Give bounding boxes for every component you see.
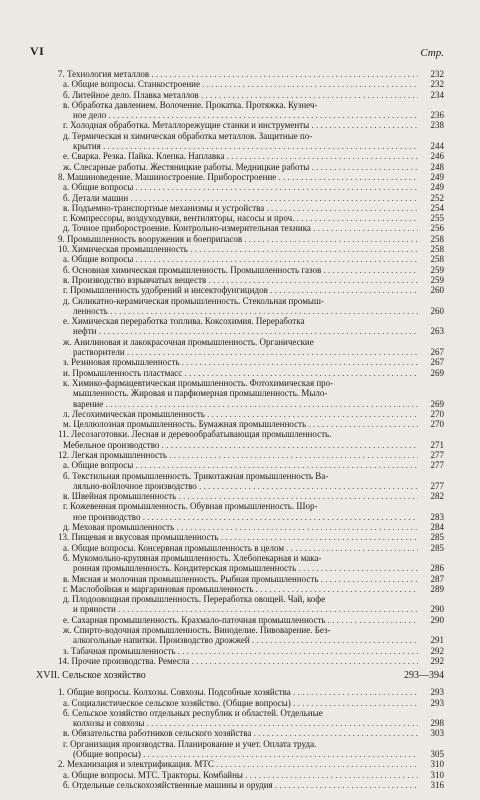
toc-entry-title: в. Швейная промышленность . . .: [48, 491, 418, 501]
toc-entry: [48, 399, 444, 409]
toc-entry-page: 310: [430, 759, 444, 770]
toc-entry-title: 14. Прочие производства. Ремесла . . .: [48, 656, 418, 666]
toc-entry-title: 7. Технология металлов . . .: [48, 69, 418, 79]
toc-entry: [48, 553, 444, 563]
toc-entry-page: 285: [430, 532, 444, 543]
toc-entry-page: 258: [430, 233, 444, 244]
toc-entry: [48, 316, 444, 326]
toc-entry: [48, 306, 444, 316]
toc-entry-title: ж. Анилиновая и лакокрасочная промышленность. Органические: [63, 336, 314, 347]
toc-entry: [48, 409, 444, 419]
toc-entry-page: 283: [430, 511, 444, 522]
toc-entry-page: 293: [430, 697, 444, 708]
toc-entry: [48, 698, 444, 708]
toc-entry-title: и. Промышленность пластмасс . . .: [48, 368, 418, 378]
toc-entry-page: 292: [430, 655, 444, 666]
toc-entry-title: ное производство . . .: [48, 512, 418, 522]
toc-entry-title: г. Кожевенная промышленность. Обувная промышленность. Шор-: [63, 501, 318, 512]
toc-entry: [48, 120, 444, 130]
toc-entry-title: Мебельное производство . . .: [48, 440, 418, 450]
toc-entry: [48, 419, 444, 429]
toc-entry-title: ляльно-войлочное производство . . .: [48, 481, 418, 491]
toc-entry-title: алкогольные напитки. Производство дрожжей . . .: [48, 635, 418, 645]
toc-entry: [48, 604, 444, 614]
toc-entry-title: д. Точное приборостроение. Контрольно-измерительная техника . . .: [48, 223, 418, 233]
toc-entry-title: а. Общие вопросы . . .: [48, 460, 418, 470]
toc-entry-title: 8. Машиноведение. Машиностроение. Приборостроение . . .: [48, 172, 418, 182]
toc-entry-page: 232: [430, 69, 444, 79]
toc-entry-page: 269: [430, 398, 444, 409]
toc-entry-title: е. Химическая переработка топлива. Коксохимия. Переработка: [63, 316, 305, 327]
toc-section-heading: [36, 669, 444, 683]
toc-entry: [48, 759, 444, 769]
toc-entry-page: 289: [430, 583, 444, 594]
toc-entry: [48, 481, 444, 491]
toc-entry: [48, 512, 444, 522]
toc-entry-page: 298: [430, 718, 444, 729]
toc-entry-page: 271: [430, 439, 444, 450]
page-number: VI: [30, 44, 45, 58]
toc-entry: [48, 223, 444, 233]
toc-entry-page: 258: [430, 254, 444, 265]
toc-entry-title: а. Социалистическое сельское хозяйство. (Общие вопросы) . . .: [48, 698, 418, 708]
toc-entry-page: 293: [430, 687, 444, 698]
toc-entry: [48, 141, 444, 151]
toc-entry-title: колхозы и совхозы . . .: [48, 718, 418, 728]
toc-entry-page: 263: [430, 326, 444, 337]
toc-entry: [48, 90, 444, 100]
toc-entry: [48, 594, 444, 604]
toc-entry-page: 248: [430, 161, 444, 172]
toc-entry-page: 234: [430, 89, 444, 100]
toc-entry: [48, 687, 444, 697]
toc-entry-title: нефти . . .: [48, 326, 418, 336]
toc-entry: [48, 532, 444, 542]
toc-entry: [48, 440, 444, 450]
toc-entry-title: XVII. Сельское хозяйство: [36, 670, 146, 682]
toc-entry-page: 269: [430, 367, 444, 378]
toc-entry-page: 277: [430, 449, 444, 460]
toc-entry-title: г. Холодная обработка. Металлорежущие станки и инструменты . . .: [48, 120, 418, 130]
toc-entry: [48, 584, 444, 594]
toc-entry-page: 260: [430, 285, 444, 296]
toc-entry-title: г. Маслобойная и маргариновая промышленность . . .: [48, 584, 418, 594]
toc-entry-page: 267: [430, 347, 444, 358]
toc-entry-page: 310: [430, 769, 444, 780]
toc-entry-title: и пряности . . .: [48, 604, 418, 614]
toc-entry: [48, 172, 444, 182]
toc-entry: [48, 656, 444, 666]
toc-entry-page: 293—394: [404, 670, 444, 682]
toc-entry-title: б. Отдельные сельскохозяйственные машины и орудия . . .: [48, 780, 418, 790]
toc-entry-title: ленность . . .: [48, 306, 418, 316]
toc-entry: [48, 522, 444, 532]
toc-entry-page: 252: [430, 192, 444, 203]
toc-entry: [48, 543, 444, 553]
toc-entry-title: а. Общие вопросы. Станкостроение . . .: [48, 79, 418, 89]
toc-entry: [48, 491, 444, 501]
toc-entry-title: 13. Пищевая и вкусовая промышленность . . .: [48, 532, 418, 542]
toc-entry: [48, 749, 444, 759]
toc-entry-page: 316: [430, 779, 444, 790]
toc-entry-title: ное дело . . .: [48, 110, 418, 120]
toc-entry-title: д. Силикатно-керамическая промышленность. Стекольная промыш-: [63, 295, 324, 306]
toc-entry-page: 258: [430, 244, 444, 255]
toc-entry: [48, 275, 444, 285]
page-column-label: Стр.: [420, 47, 444, 59]
toc-entry: [48, 780, 444, 790]
toc-entry-title: г. Организация производства. Планирование и учет. Оплата труда.: [63, 738, 317, 749]
toc-entry: [48, 646, 444, 656]
toc-entry: [48, 110, 444, 120]
toc-entry-title: ронная промышленность. Кондитерская промышленность . . .: [48, 563, 418, 573]
toc-entry: [48, 234, 444, 244]
toc-entry-title: мышленность. Жировая и парфюмерная промышленность. Мыло-: [73, 388, 328, 399]
toc-entry: [48, 213, 444, 223]
toc-entry-page: 244: [430, 141, 444, 152]
toc-entry-title: б. Сельское хозяйство отдельных республик и областей. Отдельные: [63, 707, 323, 718]
toc-entry: [48, 635, 444, 645]
toc-entry-page: 286: [430, 563, 444, 574]
toc-entry: [48, 79, 444, 89]
toc-entry-title: д. Плодоовощная промышленность. Переработка овощей. Чай, кофе: [63, 594, 326, 605]
toc-entry: [48, 347, 444, 357]
toc-entry-title: 11. Лесозаготовки. Лесная и деревообрабатывающая промышленность.: [58, 429, 332, 440]
toc-entry: [48, 378, 444, 388]
toc-entry-page: 291: [430, 635, 444, 646]
toc-entry-page: 256: [430, 223, 444, 234]
toc-entry-page: 238: [430, 120, 444, 131]
toc-entry-title: б. Литейное дело. Плавка металлов . . .: [48, 90, 418, 100]
toc-entry-title: е. Сварка. Резка. Пайка. Клепка. Наплавка . . .: [48, 151, 418, 161]
toc-entry-title: 2. Механизация и электрификация. МТС . . .: [48, 759, 418, 769]
toc-entry: [48, 357, 444, 367]
toc-entry: [48, 471, 444, 481]
toc-entry-title: а. Общие вопросы. Консервная промышленность в целом . . .: [48, 543, 418, 553]
toc-entry: [48, 728, 444, 738]
toc-entry-title: л. Лесохимическая промышленность . . .: [48, 409, 418, 419]
toc-entry: [48, 574, 444, 584]
toc-entry-title: б. Основная химическая промышленность. Промышленность газов . . .: [48, 265, 418, 275]
toc-entry-page: 260: [430, 305, 444, 316]
toc-entry: [48, 450, 444, 460]
toc-entry: [48, 131, 444, 141]
toc-entry-title: а. Общие вопросы. МТС. Тракторы. Комбайны . . .: [48, 770, 418, 780]
toc-entry: [48, 337, 444, 347]
toc-entry-title: б. Детали машин . . .: [48, 193, 418, 203]
toc-entry: [48, 265, 444, 275]
toc-entry-title: к. Химико-фармацевтическая промышленность. Фотохимическая про-: [63, 377, 334, 388]
toc-entry-page: 249: [430, 171, 444, 182]
toc-entry: [48, 182, 444, 192]
toc-entry-page: 254: [430, 202, 444, 213]
toc-entry-title: в. Подъемно-транспортные механизмы и устройства . . .: [48, 203, 418, 213]
toc-entry-page: 285: [430, 542, 444, 553]
toc-entry-title: а. Общие вопросы . . .: [48, 254, 418, 264]
toc-entry-page: 284: [430, 522, 444, 533]
toc-entry-title: в. Мясная и молочная промышленность. Рыбная промышленность . . .: [48, 574, 418, 584]
toc-entry-page: 270: [430, 408, 444, 419]
toc-entry-title: в. Производство взрывчатых веществ . . .: [48, 275, 418, 285]
toc-entry: [48, 718, 444, 728]
toc-entry-title: з. Резиновая промышленность . . .: [48, 357, 418, 367]
toc-entry-title: 1. Общие вопросы. Колхозы. Совхозы. Подсобные хозяйства . . .: [48, 687, 418, 697]
toc-entry: [48, 203, 444, 213]
toc-entry-title: а. Общие вопросы . . .: [48, 182, 418, 192]
toc-entry-page: 259: [430, 274, 444, 285]
toc-entry-title: крытия . . .: [48, 141, 418, 151]
table-of-contents: [36, 69, 444, 790]
toc-entry-title: в. Обработка давлением. Волочение. Прокатка. Протяжка. Кузнеч-: [63, 99, 318, 110]
toc-entry-page: 255: [430, 213, 444, 224]
toc-entry: [48, 563, 444, 573]
toc-entry-page: 277: [430, 460, 444, 471]
toc-entry: [48, 296, 444, 306]
toc-entry-page: 259: [430, 264, 444, 275]
toc-entry-page: 277: [430, 480, 444, 491]
toc-entry: [48, 460, 444, 470]
toc-entry-title: 10. Химическая промышленность . . .: [48, 244, 418, 254]
toc-entry-title: б. Мукомольно-крупяная промышленность. Хлебопекарная и мака-: [63, 552, 322, 563]
toc-entry-page: 246: [430, 151, 444, 162]
toc-entry-title: растворители . . .: [48, 347, 418, 357]
toc-entry: [48, 254, 444, 264]
toc-entry: [48, 501, 444, 511]
toc-entry: [48, 193, 444, 203]
toc-entry: [48, 625, 444, 635]
toc-entry-page: 249: [430, 182, 444, 193]
toc-entry-page: 267: [430, 357, 444, 368]
toc-entry-title: з. Табачная промышленность . . .: [48, 646, 418, 656]
toc-entry: [48, 326, 444, 336]
toc-entry: [48, 162, 444, 172]
toc-entry-page: 282: [430, 491, 444, 502]
toc-entry-title: 9. Промышленность вооружения и боеприпасов . . .: [48, 234, 418, 244]
toc-entry-title: б. Текстильная промышленность. Трикотажная промышленность Ва-: [63, 470, 329, 481]
toc-entry-page: 290: [430, 614, 444, 625]
toc-entry: [48, 615, 444, 625]
toc-entry-page: 236: [430, 110, 444, 121]
toc-entry-title: д. Термическая и химическая обработка металлов. Защитные по-: [63, 130, 313, 141]
toc-entry-page: 290: [430, 604, 444, 615]
toc-entry: [48, 429, 444, 439]
toc-entry: [48, 770, 444, 780]
toc-entry-title: е. Сахарная промышленность. Крахмало-паточная промышленность . . .: [48, 615, 418, 625]
toc-entry-page: 232: [430, 79, 444, 90]
toc-entry: [48, 388, 444, 398]
toc-entry: [48, 708, 444, 718]
toc-entry-page: 270: [430, 419, 444, 430]
toc-entry: [48, 368, 444, 378]
toc-entry-title: ж. Слесарные работы. Жестяницкие работы. Медницкие работы . . .: [48, 162, 418, 172]
toc-entry: [48, 244, 444, 254]
toc-entry-title: 12. Легкая промышленность . . .: [48, 450, 418, 460]
toc-entry-title: г. Компрессоры, воздуходувки, вентиляторы, насосы и проч. . . .: [48, 213, 418, 223]
toc-entry-title: в. Обязательства работников сельского хозяйства . . .: [48, 728, 418, 738]
toc-entry: [48, 151, 444, 161]
toc-entry-page: 287: [430, 573, 444, 584]
toc-entry-title: м. Целлюлозная промышленность. Бумажная промышленность . . .: [48, 419, 418, 429]
toc-entry-title: г. Промышленность удобрений и инсектофунгицидов . . .: [48, 285, 418, 295]
toc-entry-title: варение . . .: [48, 399, 418, 409]
toc-entry-title: д. Меховая промышленность . . .: [48, 522, 418, 532]
toc-entry-page: 292: [430, 645, 444, 656]
toc-entry-title: (Общие вопросы) . . .: [48, 749, 418, 759]
toc-entry: [48, 739, 444, 749]
toc-entry: [48, 285, 444, 295]
toc-entry-page: 303: [430, 728, 444, 739]
toc-entry: [48, 100, 444, 110]
toc-entry-page: 305: [430, 749, 444, 759]
toc-entry-title: ж. Спирто-водочная промышленность. Виноделие. Пивоварение. Без-: [63, 625, 331, 636]
toc-entry: [48, 69, 444, 79]
